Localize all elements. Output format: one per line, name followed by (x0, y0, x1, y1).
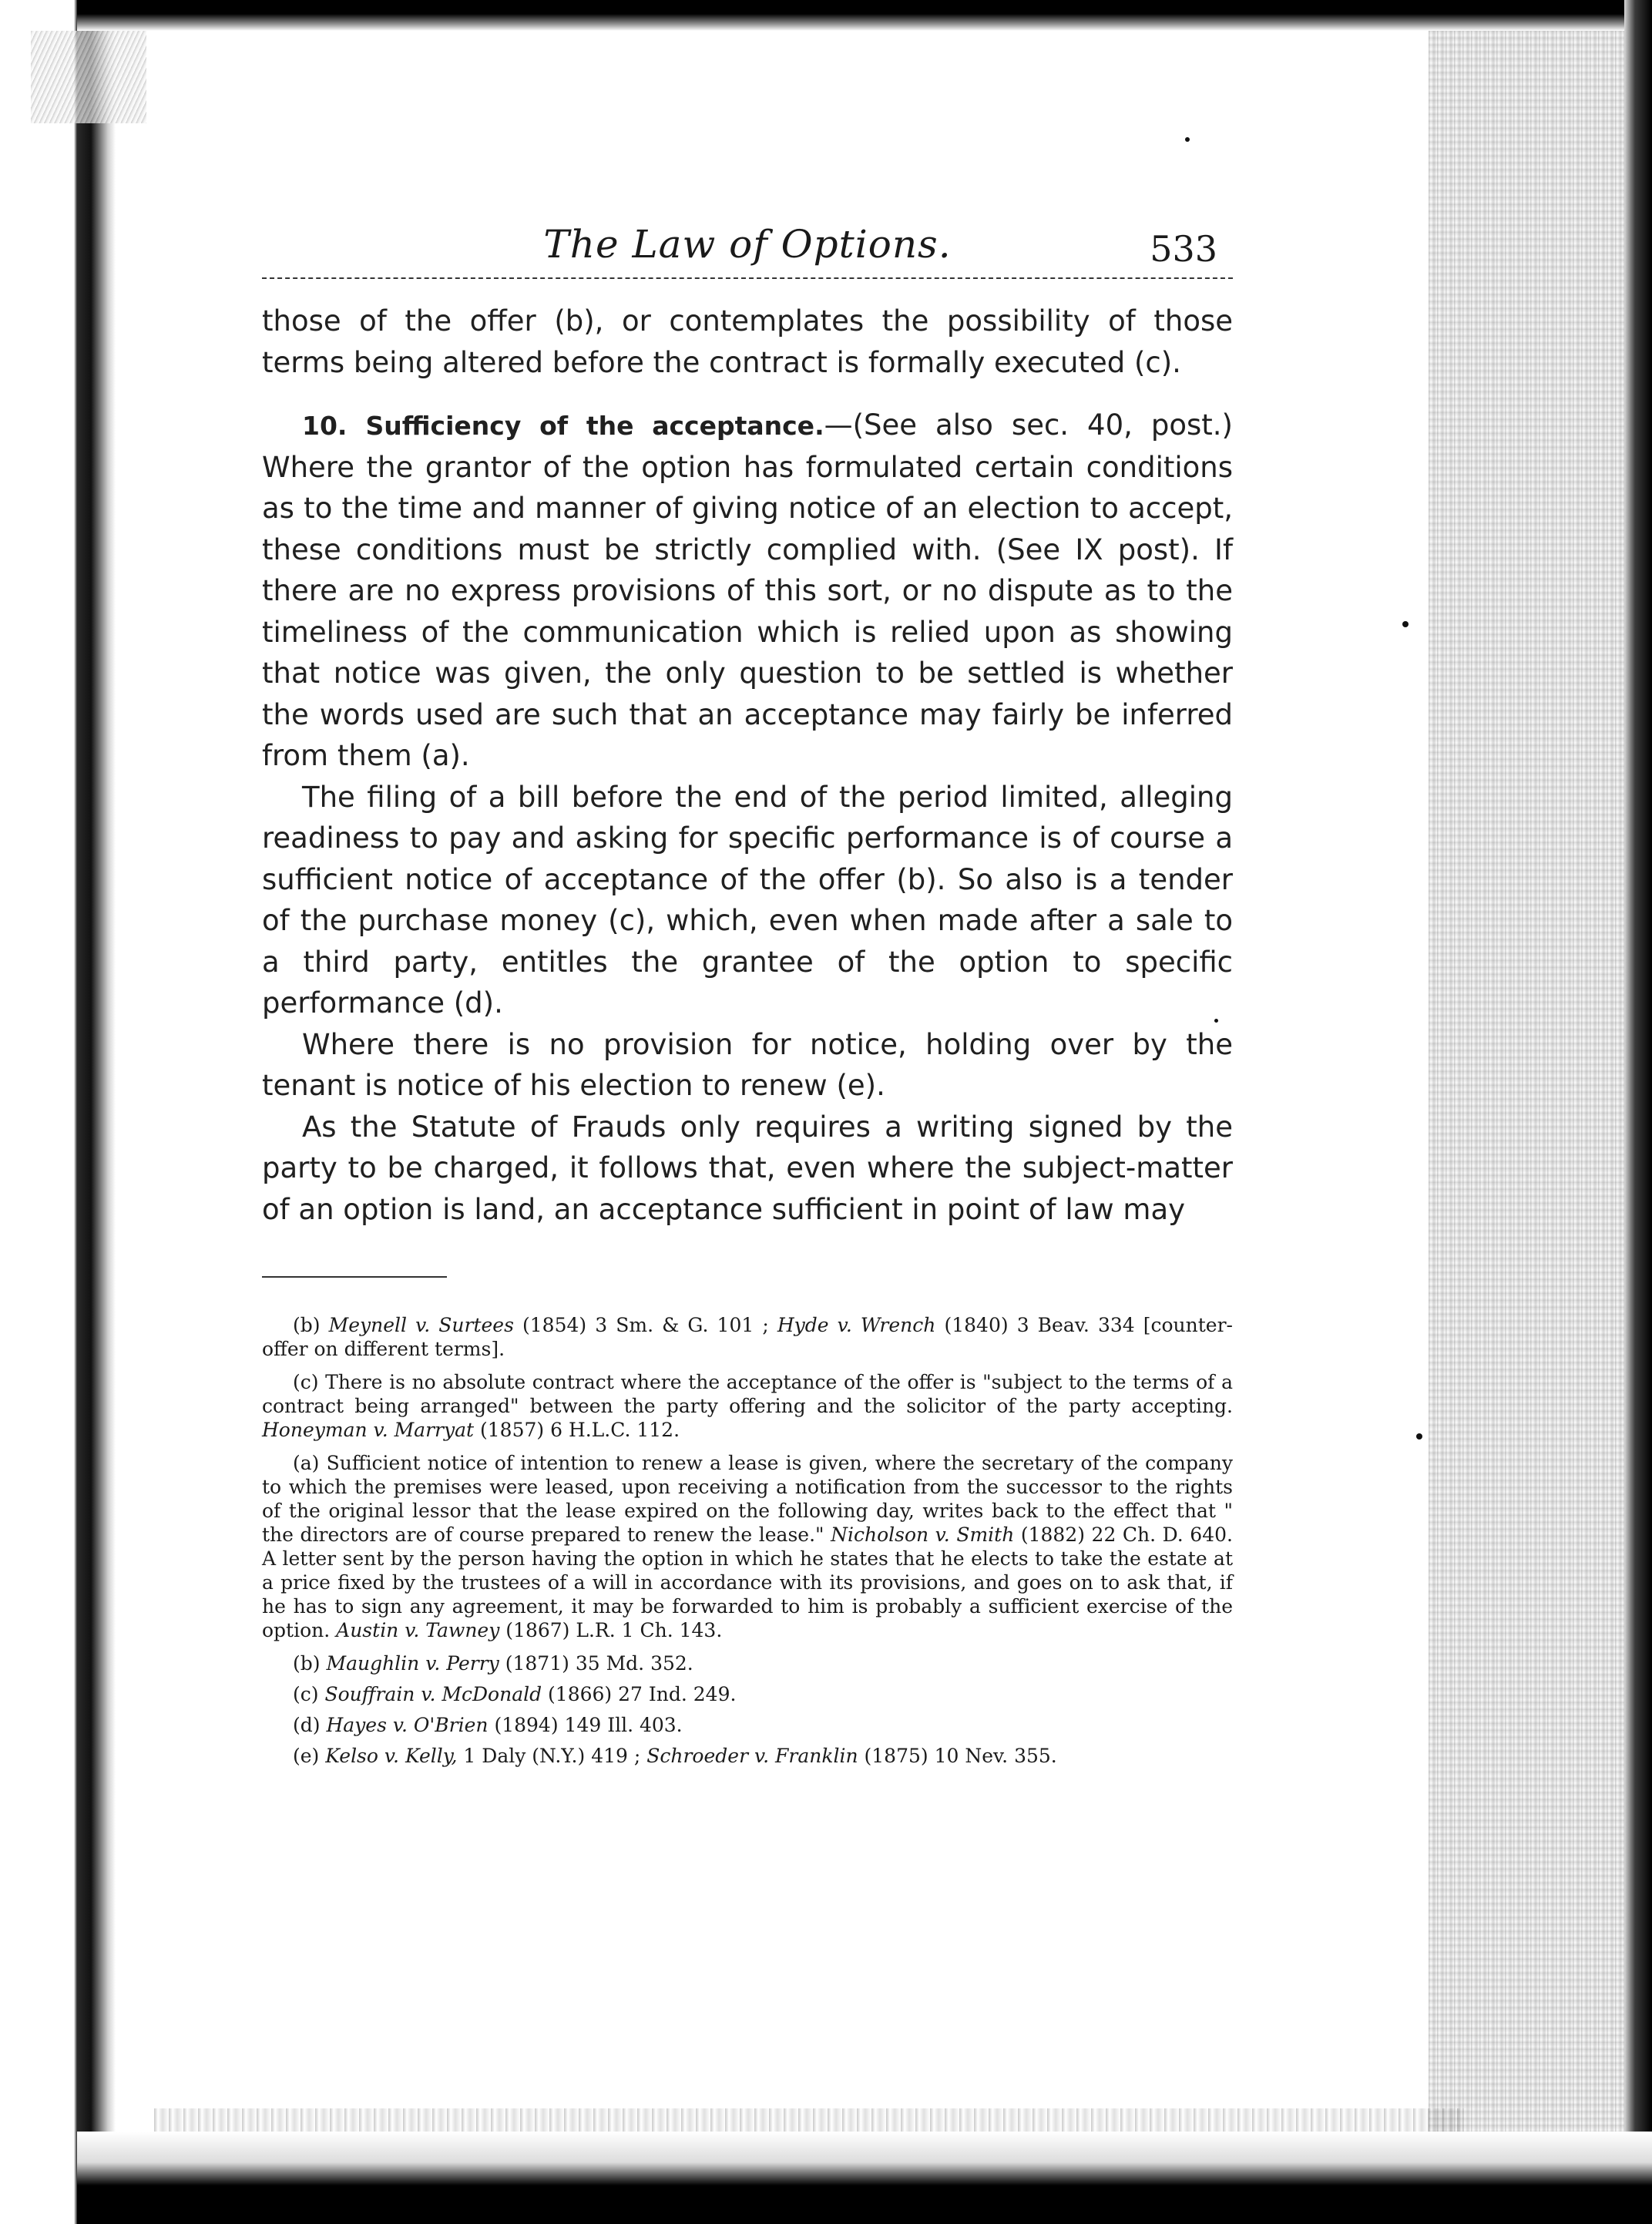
footnote-a (262, 1451, 1233, 1642)
footnote-mark: (e) (293, 1745, 320, 1767)
footnotes (262, 1313, 1233, 1768)
footnote-text: Sufficient notice of intention to renew a lease is given, where the secretary of the company to which the premises were leased, upon receiving a notification from the successor to the rights of the original lessor that the lease expired on the following day, writes back to the effect that " the directors are of course prepared to renew the lease." (262, 1452, 1233, 1546)
case-name: Maughlin v. Perry (326, 1652, 499, 1675)
section-text: —(See also sec. 40, post.) Where the grantor of the option has formulated certain conditions as to the time and manner of giving notice of an election to accept, these conditions must be strictly complied with. (See IX post). If there are no express provisions of this sort, or no dispute as to the timeliness of the communication which is relied upon as showing that notice was given, the only question to be settled is whether the words used are such that an acceptance may fairly be inferred from them (a). (262, 408, 1233, 772)
footnote-rule (262, 1276, 447, 1278)
running-title: The Law of Options. (543, 222, 952, 267)
case-name: Schroeder v. Franklin (646, 1745, 858, 1767)
citation: (1894) 149 Ill. 403. (488, 1714, 683, 1736)
citation: (1857) 6 H.L.C. 112. (474, 1419, 680, 1441)
citation: (1866) 27 Ind. 249. (542, 1683, 737, 1705)
footnote-mark: (c) (293, 1683, 319, 1705)
section-paragraph (262, 405, 1233, 777)
page-number: 533 (1150, 228, 1217, 270)
footnote-d (262, 1713, 1233, 1737)
footnote-mark: (c) (293, 1371, 319, 1393)
citation: 1 Daly (N.Y.) 419 ; (457, 1745, 647, 1767)
scan-right-texture (1429, 31, 1652, 2189)
scan-speck (1402, 621, 1409, 627)
footnote-e (262, 1744, 1233, 1768)
section-heading: Sufficiency of the acceptance. (365, 411, 824, 441)
citation: (1871) 35 Md. 352. (499, 1652, 693, 1675)
case-name: Meynell v. Surtees (328, 1314, 514, 1336)
footnote-mark: (b) (293, 1314, 321, 1336)
scan-top-border (77, 0, 1652, 31)
footnote-mark: (d) (293, 1714, 321, 1736)
footnote-mark: (a) (293, 1452, 320, 1474)
scan-left-border (0, 0, 116, 2224)
body-paragraph: As the Statute of Frauds only requires a writing signed by the party to be charged, it follows that, even where the subject-matter of an option is land, an acceptance sufficient in point of law may (262, 1110, 1233, 1226)
case-name: Hayes v. O'Brien (326, 1714, 489, 1736)
page-header (262, 216, 1233, 277)
footnote-b-1 (262, 1313, 1233, 1361)
case-name: Honeyman v. Marryat (262, 1419, 475, 1441)
scan-speck (1416, 1433, 1422, 1440)
citation: (1840) 3 Beav. 334 [counter-offer on different terms]. (262, 1314, 1233, 1360)
footnote-c-1 (262, 1370, 1233, 1442)
scan-corner-noise (31, 31, 146, 123)
citation: (1882) 22 Ch. D. 640. A letter sent by the person having the option in which he states that he elects to take the estate at a price fixed by the trustees of a will in accordance with its provisions, and goes on to ask that, if he has to sign any agreement, it may be forwarded to him is probably a sufficient exercise of the option. (262, 1524, 1233, 1641)
body-text (262, 301, 1233, 1230)
footnote-c-2 (262, 1682, 1233, 1706)
body-paragraph: The filing of a bill before the end of the period limited, alleging readiness to pay and asking for specific performance is of course a sufficient notice of acceptance of the offer (b). So also is a tender of the purchase money (c), which, even when made after a sale to a third party, entitles the grantee of the option to specific performance (d). (262, 780, 1233, 1020)
case-name: Austin v. Tawney (336, 1619, 500, 1641)
book-page (262, 216, 1233, 1775)
scan-speck (1185, 137, 1190, 142)
body-paragraph-continued: those of the offer (b), or contemplates the possibility of those terms being altered before the contract is formally executed (c). (262, 304, 1233, 379)
section-number: 10. (302, 411, 348, 441)
body-paragraph: Where there is no provision for notice, holding over by the tenant is notice of his election to renew (e). (262, 1027, 1233, 1102)
header-rule (262, 277, 1233, 279)
scan-right-border (1624, 0, 1652, 2224)
case-name: Kelso v. Kelly, (325, 1745, 458, 1767)
footnote-text: There is no absolute contract where the acceptance of the offer is "subject to the terms of a contract being arranged" between the party offering and the solicitor of the party accepting. (262, 1371, 1233, 1417)
citation: (1867) L.R. 1 Ch. 143. (499, 1619, 723, 1641)
case-name: Nicholson v. Smith (831, 1524, 1015, 1546)
case-name: Hyde v. Wrench (777, 1314, 936, 1336)
footnote-b-2 (262, 1651, 1233, 1675)
case-name: Souffrain v. McDonald (324, 1683, 542, 1705)
footnote-mark: (b) (293, 1652, 321, 1675)
citation: (1854) 3 Sm. & G. 101 ; (513, 1314, 777, 1336)
citation: (1875) 10 Nev. 355. (858, 1745, 1057, 1767)
scan-bottom-border (77, 2132, 1652, 2224)
